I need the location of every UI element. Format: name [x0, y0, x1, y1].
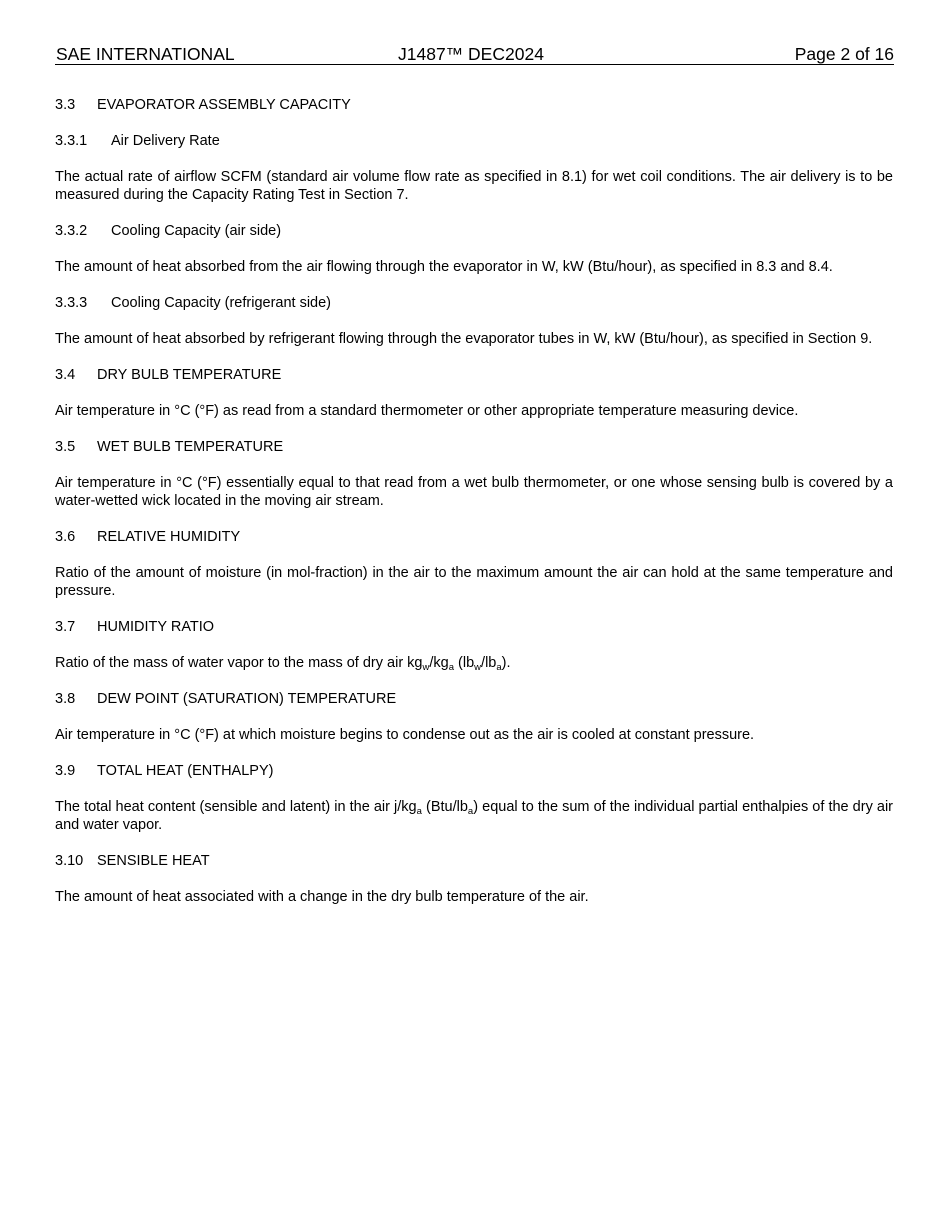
- section-number: 3.6: [55, 529, 76, 545]
- section-number: 3.7: [55, 619, 76, 635]
- section-title: DEW POINT (SATURATION) TEMPERATURE: [97, 691, 397, 707]
- section-heading: [55, 618, 893, 636]
- section-paragraph: Air temperature in °C (°F) as read from a standard thermometer or other appropriate temperature measuring device.: [55, 403, 799, 419]
- section-paragraph: The amount of heat absorbed by refrigerant flowing through the evaporator tubes in W, kW (Btu/hour), as specified in Section 9.: [55, 331, 873, 347]
- section-paragraph: Ratio of the mass of water vapor to the mass of dry air $kg_w/kg_a$ $(lb_w/lb_a)$.: [55, 655, 511, 673]
- section-number: 3.10: [55, 853, 84, 869]
- section-heading: [55, 96, 893, 114]
- section-number: 3.3.3: [55, 295, 88, 311]
- section-paragraph: Ratio of the amount of moisture (in mol-fraction) in the air to the maximum amount the air can hold at the same temperature and pressure.: [55, 565, 893, 599]
- section-heading: [55, 690, 893, 708]
- section-title: Cooling Capacity (refrigerant side): [111, 295, 332, 311]
- section-paragraph: Air temperature in °C (°F) at which moisture begins to condense out as the air is cooled at constant pressure.: [55, 727, 755, 743]
- section-title: SENSIBLE HEAT: [97, 853, 210, 869]
- section-number: 3.3.1: [55, 133, 88, 149]
- subsection-heading: [55, 132, 893, 150]
- section-number: 3.9: [55, 763, 76, 779]
- header-organization: SAE INTERNATIONAL: [56, 44, 235, 64]
- section-number: 3.8: [55, 691, 76, 707]
- section-number: 3.4: [55, 367, 76, 383]
- page-header: [55, 44, 894, 65]
- section-title: WET BULB TEMPERATURE: [97, 439, 284, 455]
- section-title: Air Delivery Rate: [111, 133, 220, 149]
- document-body: [55, 96, 893, 906]
- section-paragraph: The amount of heat absorbed from the air flowing through the evaporator in W, kW (Btu/hour), as specified in 8.3 and 8.4.: [55, 259, 833, 275]
- section-title: HUMIDITY RATIO: [97, 619, 215, 635]
- section-title: DRY BULB TEMPERATURE: [97, 367, 282, 383]
- section-paragraph: The amount of heat associated with a change in the dry bulb temperature of the air.: [55, 889, 589, 905]
- section-title: TOTAL HEAT (ENTHALPY): [97, 763, 274, 779]
- section-heading: [55, 762, 893, 780]
- header-document-id: J1487™ DEC2024: [398, 44, 544, 64]
- section-number: 3.3.2: [55, 223, 88, 239]
- section-title: EVAPORATOR ASSEMBLY CAPACITY: [97, 97, 351, 113]
- section-number: 3.3: [55, 97, 76, 113]
- section-title: RELATIVE HUMIDITY: [97, 529, 241, 545]
- section-paragraph: The actual rate of airflow SCFM (standard air volume flow rate as specified in 8.1) for wet coil conditions. The air delivery is to be measured during the Capacity Rating Test in Section 7.: [55, 169, 893, 203]
- section-heading: [55, 366, 893, 384]
- section-paragraph: Air temperature in °C (°F) essentially equal to that read from a wet bulb thermometer, or one whose sensing bulb is covered by a water-wetted wick located in the moving air stream.: [55, 475, 893, 509]
- section-paragraph: The total heat content (sensible and latent) in the air $j/kg_a$ $(Btu/lb_a)$ equal to the sum of the individual partial enthalpies of the dry air and water vapor.: [55, 799, 894, 833]
- section-heading: [55, 852, 893, 870]
- section-heading: [55, 528, 893, 546]
- subsection-heading: [55, 294, 893, 312]
- subsection-heading: [55, 222, 893, 240]
- section-heading: [55, 438, 893, 456]
- header-page-number: Page 2 of 16: [794, 44, 894, 64]
- section-number: 3.5: [55, 439, 76, 455]
- section-title: Cooling Capacity (air side): [111, 223, 282, 239]
